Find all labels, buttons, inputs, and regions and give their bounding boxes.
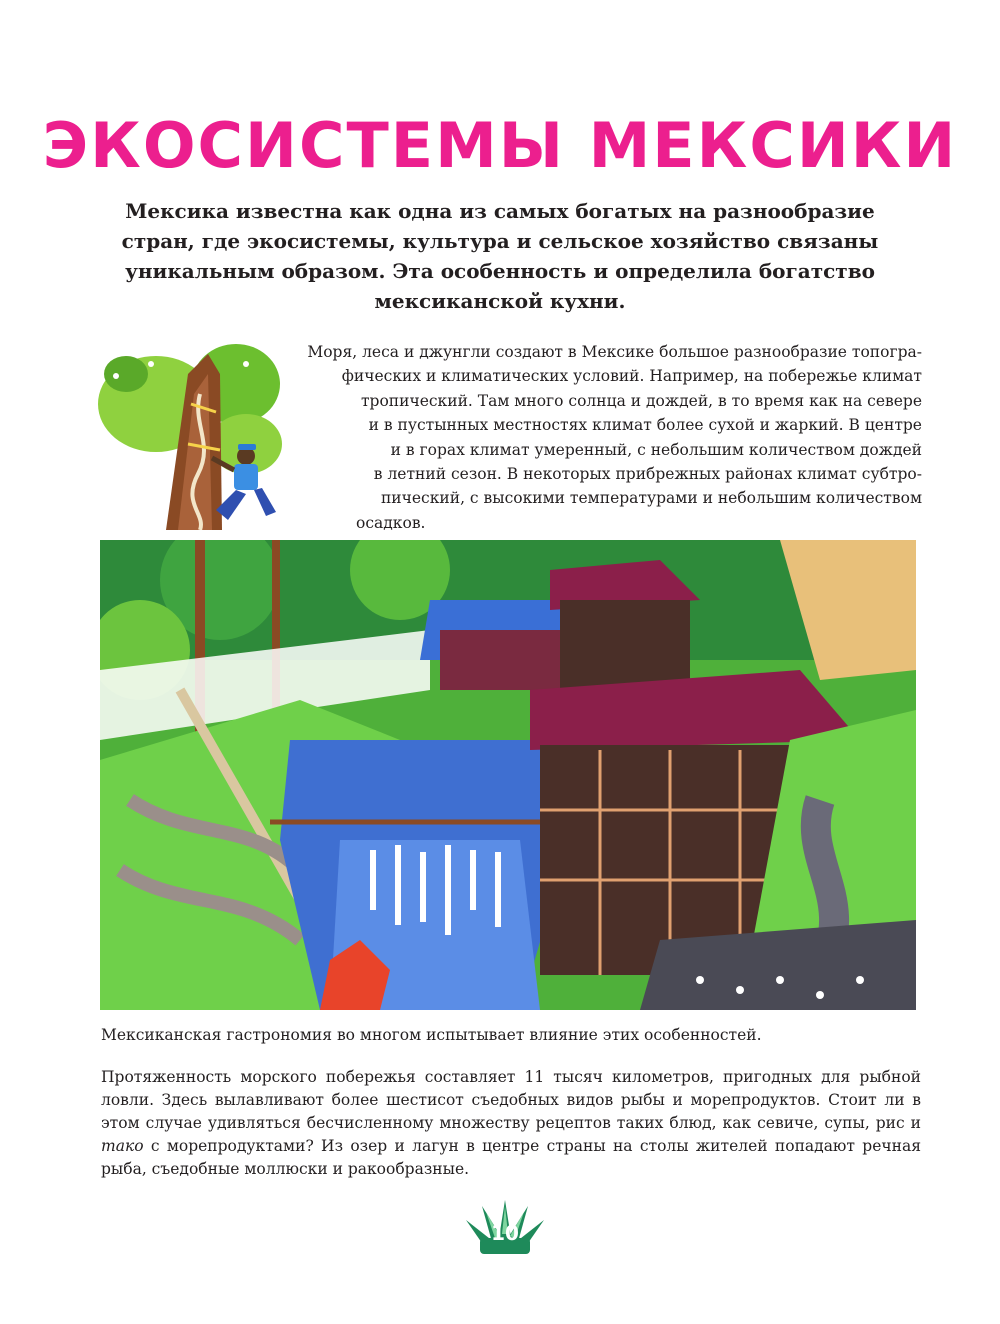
- body-text-italic: тако: [101, 1137, 144, 1155]
- body-text-part: Протяженность морского побережья составляет 11 тысяч километров, пригодных для рыбной ловли. Здесь вылавливают более шестисот съедобных видов рыбы и морепродуктов. Стоит ли в этом случае удивляться бесчисленному множеству рецептов таких блюд, как севиче, супы, рис и: [101, 1068, 921, 1132]
- page-title: ЭКОСИСТЕМЫ МЕКСИКИ: [42, 109, 958, 182]
- intro-line: тропический. Там много солнца и дождей, в то время как на севере: [360, 391, 922, 410]
- river-village-illustration: [100, 540, 916, 1010]
- intro-line: в летний сезон. В некоторых прибрежных районах климат субтро-: [373, 465, 922, 484]
- page-number: 10: [491, 1221, 519, 1245]
- tree-climber-illustration: [96, 334, 282, 530]
- intro-line: и в пустынных местностях климат более сухой и жаркий. В центре: [368, 416, 922, 435]
- intro-line: фических и климатических условий. Например, на побережье климат: [341, 367, 922, 386]
- illustration-caption: Мексиканская гастрономия во многом испытывает влияние этих особенностей.: [101, 1026, 762, 1044]
- intro-paragraph: [262, 340, 922, 535]
- intro-line: осадков.: [356, 513, 426, 532]
- body-text-part: с морепродуктами? Из озер и лагун в центре страны на столы жителей попадают речная рыба, съедобные моллюски и ракообразные.: [101, 1137, 921, 1178]
- lead-paragraph: Мексика известна как одна из самых богатых на разнообразие стран, где экосистемы, культура и сельское хозяйство связаны уникальным образом. Эта особенность и определила богатство мексиканской кухни.: [121, 199, 879, 313]
- intro-line: и в горах климат умеренный, с небольшим количеством дождей: [390, 440, 922, 459]
- intro-line: пический, с высокими температурами и небольшим количеством: [380, 489, 922, 508]
- intro-line: Моря, леса и джунгли создают в Мексике большое разнообразие топогра-: [307, 343, 922, 361]
- body-paragraph: [101, 1066, 921, 1181]
